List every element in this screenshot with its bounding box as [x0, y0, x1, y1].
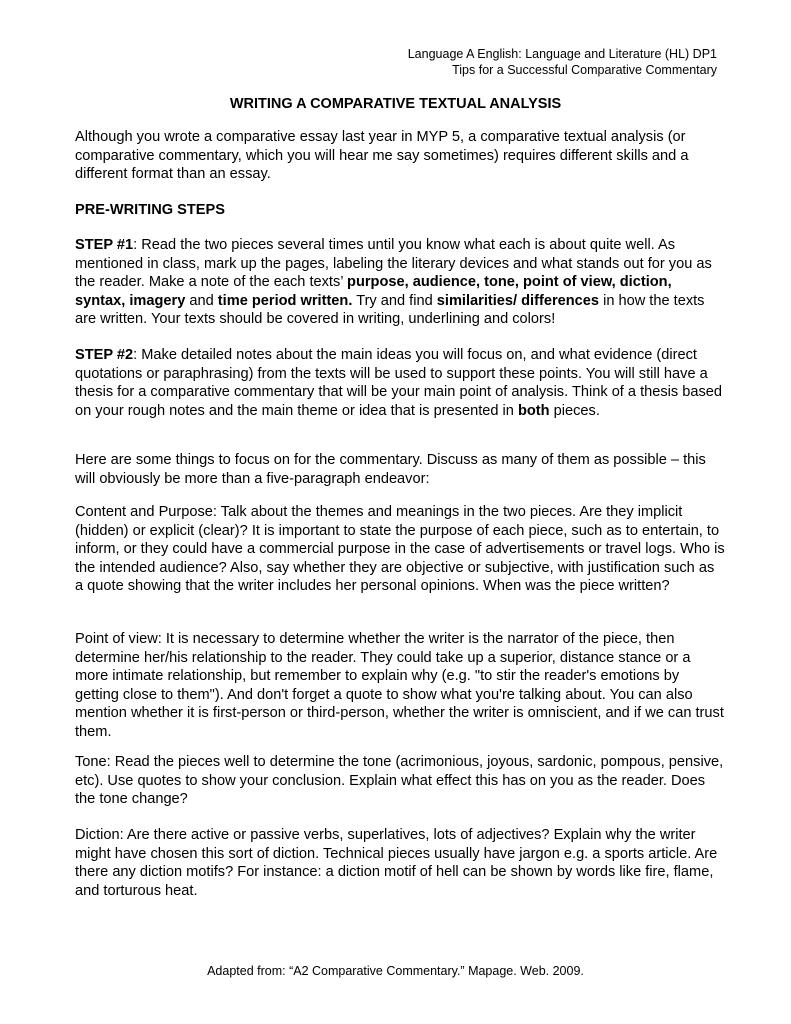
step1-label: STEP #1	[75, 237, 134, 253]
step1-paragraph: STEP #1: Read the two pieces several times until you know what each is about quite well. As mentioned in class, mark up the pages, labeling the literary devices and what stands out for you as the reader. Make a note of the each texts’ purpose, audience, tone, point of view, diction, syntax, imagery and time period written. Try and find similarities/ differences in how the texts are written. Your texts should be covered in writing, underlining and colors!	[75, 237, 712, 328]
tone-paragraph: Tone: Read the pieces well to determine the tone (acrimonious, joyous, sardonic, pompous, pensive, etc). Use quotes to show your conclusion. Explain what effect this has on you as the reader. Does the tone change?	[75, 754, 724, 808]
step2-label: STEP #2	[75, 347, 134, 363]
point-of-view-paragraph: Point of view: It is necessary to determine whether the writer is the narrator of the piece, then determine her/his relationship to the reader. They could take up a superior, distance stance or a more intimate relationship, but remember to explain why (e.g. "to stir the reader's emotions by getting close to them"). And don't forget a quote to show what you're talking about. You can also mention whether it is first-person or third-person, whether the writer is omniscient, and if we can trust them.	[75, 631, 724, 740]
content-purpose-paragraph: Content and Purpose: Talk about the themes and meanings in the two pieces. Are they implicit (hidden) or explicit (clear)? It is important to state the purpose of each piece, such as to entertain, to inform, or they could have a commercial purpose in the case of advertisements or travel logs. Who is the intended audience? Also, say whether they are objective or subjective, with justification such as a quote showing that the writer includes her personal opinions. When was the piece written?	[75, 504, 725, 595]
step2-paragraph: STEP #2: Make detailed notes about the main ideas you will focus on, and what evidence (direct quotations or paraphrasing) from the texts will be used to support these points. You will still have a thesis for a comparative commentary that will be your main point of analysis. Think of a thesis based on your rough notes and the main theme or idea that is presented in both pieces.	[75, 347, 723, 419]
prewriting-heading: PRE-WRITING STEPS	[75, 202, 225, 218]
header-course: Language A English: Language and Literature (HL) DP1	[407, 47, 717, 61]
page-header	[408, 46, 717, 78]
focus-intro-paragraph: Here are some things to focus on for the commentary. Discuss as many of them as possible – this will obviously be more than a five-paragraph endeavor:	[75, 452, 706, 487]
header-subtitle: Tips for a Successful Comparative Commentary	[452, 63, 717, 77]
intro-paragraph: Although you wrote a comparative essay last year in MYP 5, a comparative textual analysis (or comparative commentary, which you will hear me say sometimes) requires different skills and a different format than an essay.	[75, 129, 689, 183]
page-footer: Adapted from: “A2 Comparative Commentary.” Mapage. Web. 2009.	[207, 964, 584, 978]
page-title: WRITING A COMPARATIVE TEXTUAL ANALYSIS	[229, 96, 562, 112]
diction-paragraph: Diction: Are there active or passive verbs, superlatives, lots of adjectives? Explain why the writer might have chosen this sort of diction. Technical pieces usually have jargon e.g. a sports article. Are there any diction motifs? For instance: a diction motif of hell can be shown by words like fire, flame, and torturous heat.	[75, 827, 718, 899]
